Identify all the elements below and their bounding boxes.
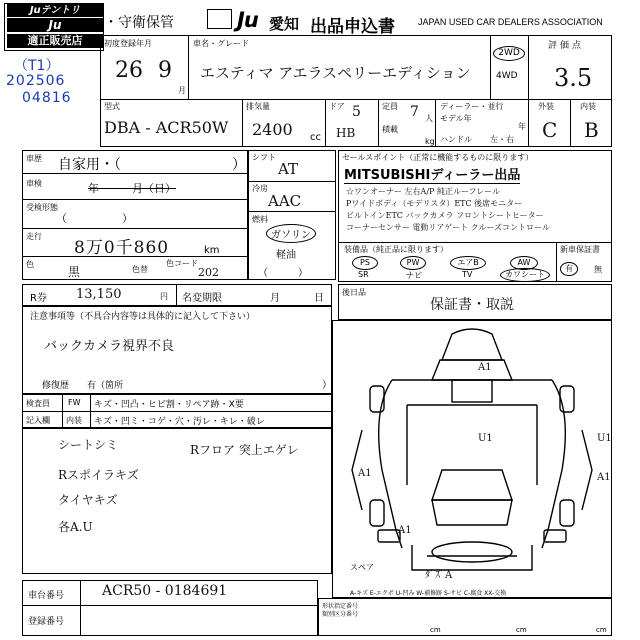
sales-note2: Pワイドボディ（モデリスタ）ETC 後席モニター <box>346 199 523 208</box>
reception-value: （ ） <box>56 212 133 225</box>
mark-a1-left: A1 <box>358 468 372 479</box>
mark-a1-rear: A1 <box>398 525 412 536</box>
reg-date-label: 初度登録年月 <box>104 39 152 48</box>
assoc-name: JAPAN USED CAR DEALERS ASSOCIATION <box>418 17 603 27</box>
door-value: 5 <box>352 104 361 120</box>
score-label: 評価点 <box>548 41 585 51</box>
int-grade: B <box>584 118 599 142</box>
size-label: 形状指定番号 <box>322 603 359 610</box>
newcar-no: 無 <box>594 265 602 274</box>
fw-items: キズ・凹凸・ヒビ割・リペア跡・X要 <box>94 400 244 410</box>
equip-aw: AW <box>510 256 538 270</box>
inspector-label: 検査員 <box>26 399 50 408</box>
equip-leather: カワシート <box>500 268 550 282</box>
notes-text: バックカメラ視界不良 <box>44 339 175 354</box>
inner-items: キズ・凹ミ・コゲ・穴・汚レ・キレ・破レ <box>94 417 265 427</box>
ext-grade: C <box>542 118 558 142</box>
int-label: 内装 <box>580 102 596 111</box>
ac-value: AAC <box>268 192 302 210</box>
fuel-label: 燃料 <box>252 215 268 224</box>
chassis-label: 車台番号 <box>28 591 65 601</box>
equip-tv: TV <box>462 270 473 279</box>
storage-box <box>207 9 232 29</box>
write-line2: Rスポイラキズ <box>58 468 139 482</box>
org-name: 愛知 <box>269 15 300 33</box>
stamp-shop: 適正販売店 <box>7 34 103 48</box>
mark-u1-right: U1 <box>597 433 612 444</box>
color-change-label: 色替 <box>132 265 148 274</box>
r-value: 13,150 <box>76 287 122 302</box>
dealer-label: ディーラー・並行 <box>440 102 504 111</box>
sales-dealer: MITSUBISHIディーラー出品 <box>344 164 520 184</box>
yen-unit: 円 <box>160 292 168 301</box>
write-line3: タイヤキズ <box>58 493 118 507</box>
shift-value: AT <box>278 160 299 178</box>
shift-label: シフト <box>252 153 276 162</box>
capacity-label: 定員 <box>382 102 398 111</box>
inner-label: 内装 <box>66 416 82 425</box>
sales-note3: ビルトインETC バックカメラ フロントシートヒーター <box>346 211 544 220</box>
equip-airbag: エアB <box>450 256 486 270</box>
r-ticket-frame <box>22 284 332 306</box>
cm-unit-2: cm <box>516 626 527 634</box>
history-label: 車歴 <box>26 154 42 163</box>
mileage-label: 走行 <box>26 232 42 241</box>
month-unit: 月 <box>178 86 186 95</box>
chassis-value: ACR50 - 0184691 <box>102 583 228 599</box>
cc-unit: cc <box>310 132 321 143</box>
score-value: 3.5 <box>554 64 593 92</box>
style-value: HB <box>336 126 356 140</box>
equip-ps: PS <box>352 256 378 270</box>
spare-label: スペア <box>350 563 374 572</box>
diagram-legend: A-キズ E-エクボ U-凹み W-補修跡 S-サビ C-腐食 XX-交換 <box>350 590 507 597</box>
drive-4wd: 4WD <box>496 71 518 81</box>
fuel-value: ガソリン <box>266 224 316 243</box>
lot-line1: 202506 <box>6 73 66 89</box>
write-line4: 各A.U <box>58 520 93 534</box>
lot-code: （T1） <box>14 58 60 74</box>
model-value: DBA - ACR50W <box>104 118 229 137</box>
cm-unit-3: cm <box>596 626 607 634</box>
color-value: 黒 <box>68 265 81 279</box>
mark-a1-top: A1 <box>478 362 492 373</box>
r-label: R券 <box>30 293 47 304</box>
equip-navi: ナビ <box>406 271 422 280</box>
drive-2wd: 2WD <box>493 46 525 61</box>
reg-number-label: 登録番号 <box>28 617 65 627</box>
write-line1: シートシミ <box>58 438 119 452</box>
sales-title: セールスポイント（正常に機能するものに限ります） <box>342 153 534 162</box>
size-frame <box>318 598 612 636</box>
modelyear-label: モデル年 <box>440 114 472 123</box>
weight-unit: kg <box>425 137 435 146</box>
reg-year: 26 <box>115 58 143 83</box>
deadline-day: 日 <box>314 293 324 304</box>
model-label: 型式 <box>104 102 120 111</box>
equip-pw: PW <box>400 256 426 270</box>
history-value: 自家用・（ <box>58 157 121 173</box>
size-label2: 類別区分番号 <box>322 611 359 618</box>
equip-label: 装備品（純正品に限ります） <box>344 245 448 254</box>
ext-label: 外装 <box>538 102 554 111</box>
color-code-value: 202 <box>198 266 219 279</box>
modelyear-unit: 年 <box>518 122 526 131</box>
mileage-value: 8万0千860 <box>74 238 170 258</box>
capacity-unit: 人 <box>425 114 433 123</box>
newcar-label: 新車保証書 <box>560 245 600 254</box>
lot-line2: 04816 <box>22 90 72 106</box>
stamp-logo: Ju <box>7 18 103 32</box>
notes-title: 注意事項等（不具合内容等は具体的に記入して下さい） <box>30 312 256 322</box>
storage-label: ・守衛保管 <box>104 15 174 31</box>
doc-title: 出品申込書 <box>310 17 395 37</box>
fw-label: FW <box>68 398 81 407</box>
mark-u1-left: U1 <box>478 433 493 444</box>
deadline-label: 名変期限 <box>182 293 222 304</box>
write-extra: Rフロア 突上エゲレ <box>190 443 299 457</box>
deadline-month: 月 <box>270 293 280 304</box>
displacement-label: 排気量 <box>246 102 270 111</box>
writer-label: 記入欄 <box>26 416 50 425</box>
recycle-label: 後日品 <box>342 288 366 297</box>
handle-options: 左・右 <box>490 135 514 144</box>
recycle-value: 保証書・取説 <box>430 297 514 313</box>
bottom-label: ﾀﾞｽﾞA <box>425 570 453 581</box>
displacement-value: 2400 <box>252 120 293 139</box>
door-label: ドア <box>329 102 345 111</box>
cm-unit-1: cm <box>430 626 441 634</box>
handle-label: ハンドル <box>440 135 472 144</box>
reception-label: 受検形態 <box>26 203 58 212</box>
ac-label: 冷房 <box>252 184 268 193</box>
sales-note4: コーナーセンサー 電動リアゲート クルーズコントロール <box>346 223 550 232</box>
ju-logo: Ju <box>237 8 258 32</box>
reg-month: 9 <box>158 58 172 83</box>
dealer-stamp <box>4 3 104 51</box>
fuel-alt: 軽油 <box>276 250 296 261</box>
repair-label: 修復歴 有（箇所 <box>42 381 124 391</box>
inspect-label: 車検 <box>26 179 42 188</box>
km-unit: km <box>204 245 220 256</box>
fuel-paren: （ ） <box>258 268 308 279</box>
sales-note1: ☆ワンオーナー 左右A/P 純正ルーフレール <box>346 187 501 196</box>
newcar-yes: 有 <box>560 262 578 276</box>
weight-label: 積載 <box>382 125 398 134</box>
car-name: エスティマ アエラスペリーエディション <box>200 64 471 82</box>
inspect-value: 年 月（日） <box>88 182 176 195</box>
car-diagram <box>332 320 612 598</box>
stamp-brand: Juテントリ <box>7 4 103 17</box>
car-name-label: 車名・グレード <box>193 39 249 48</box>
color-label: 色 <box>26 260 34 269</box>
color-code-label: 色コード <box>166 259 198 268</box>
equip-sr: SR <box>358 270 369 279</box>
capacity-value: 7 <box>410 104 419 120</box>
mark-a1-right: A1 <box>597 472 611 483</box>
